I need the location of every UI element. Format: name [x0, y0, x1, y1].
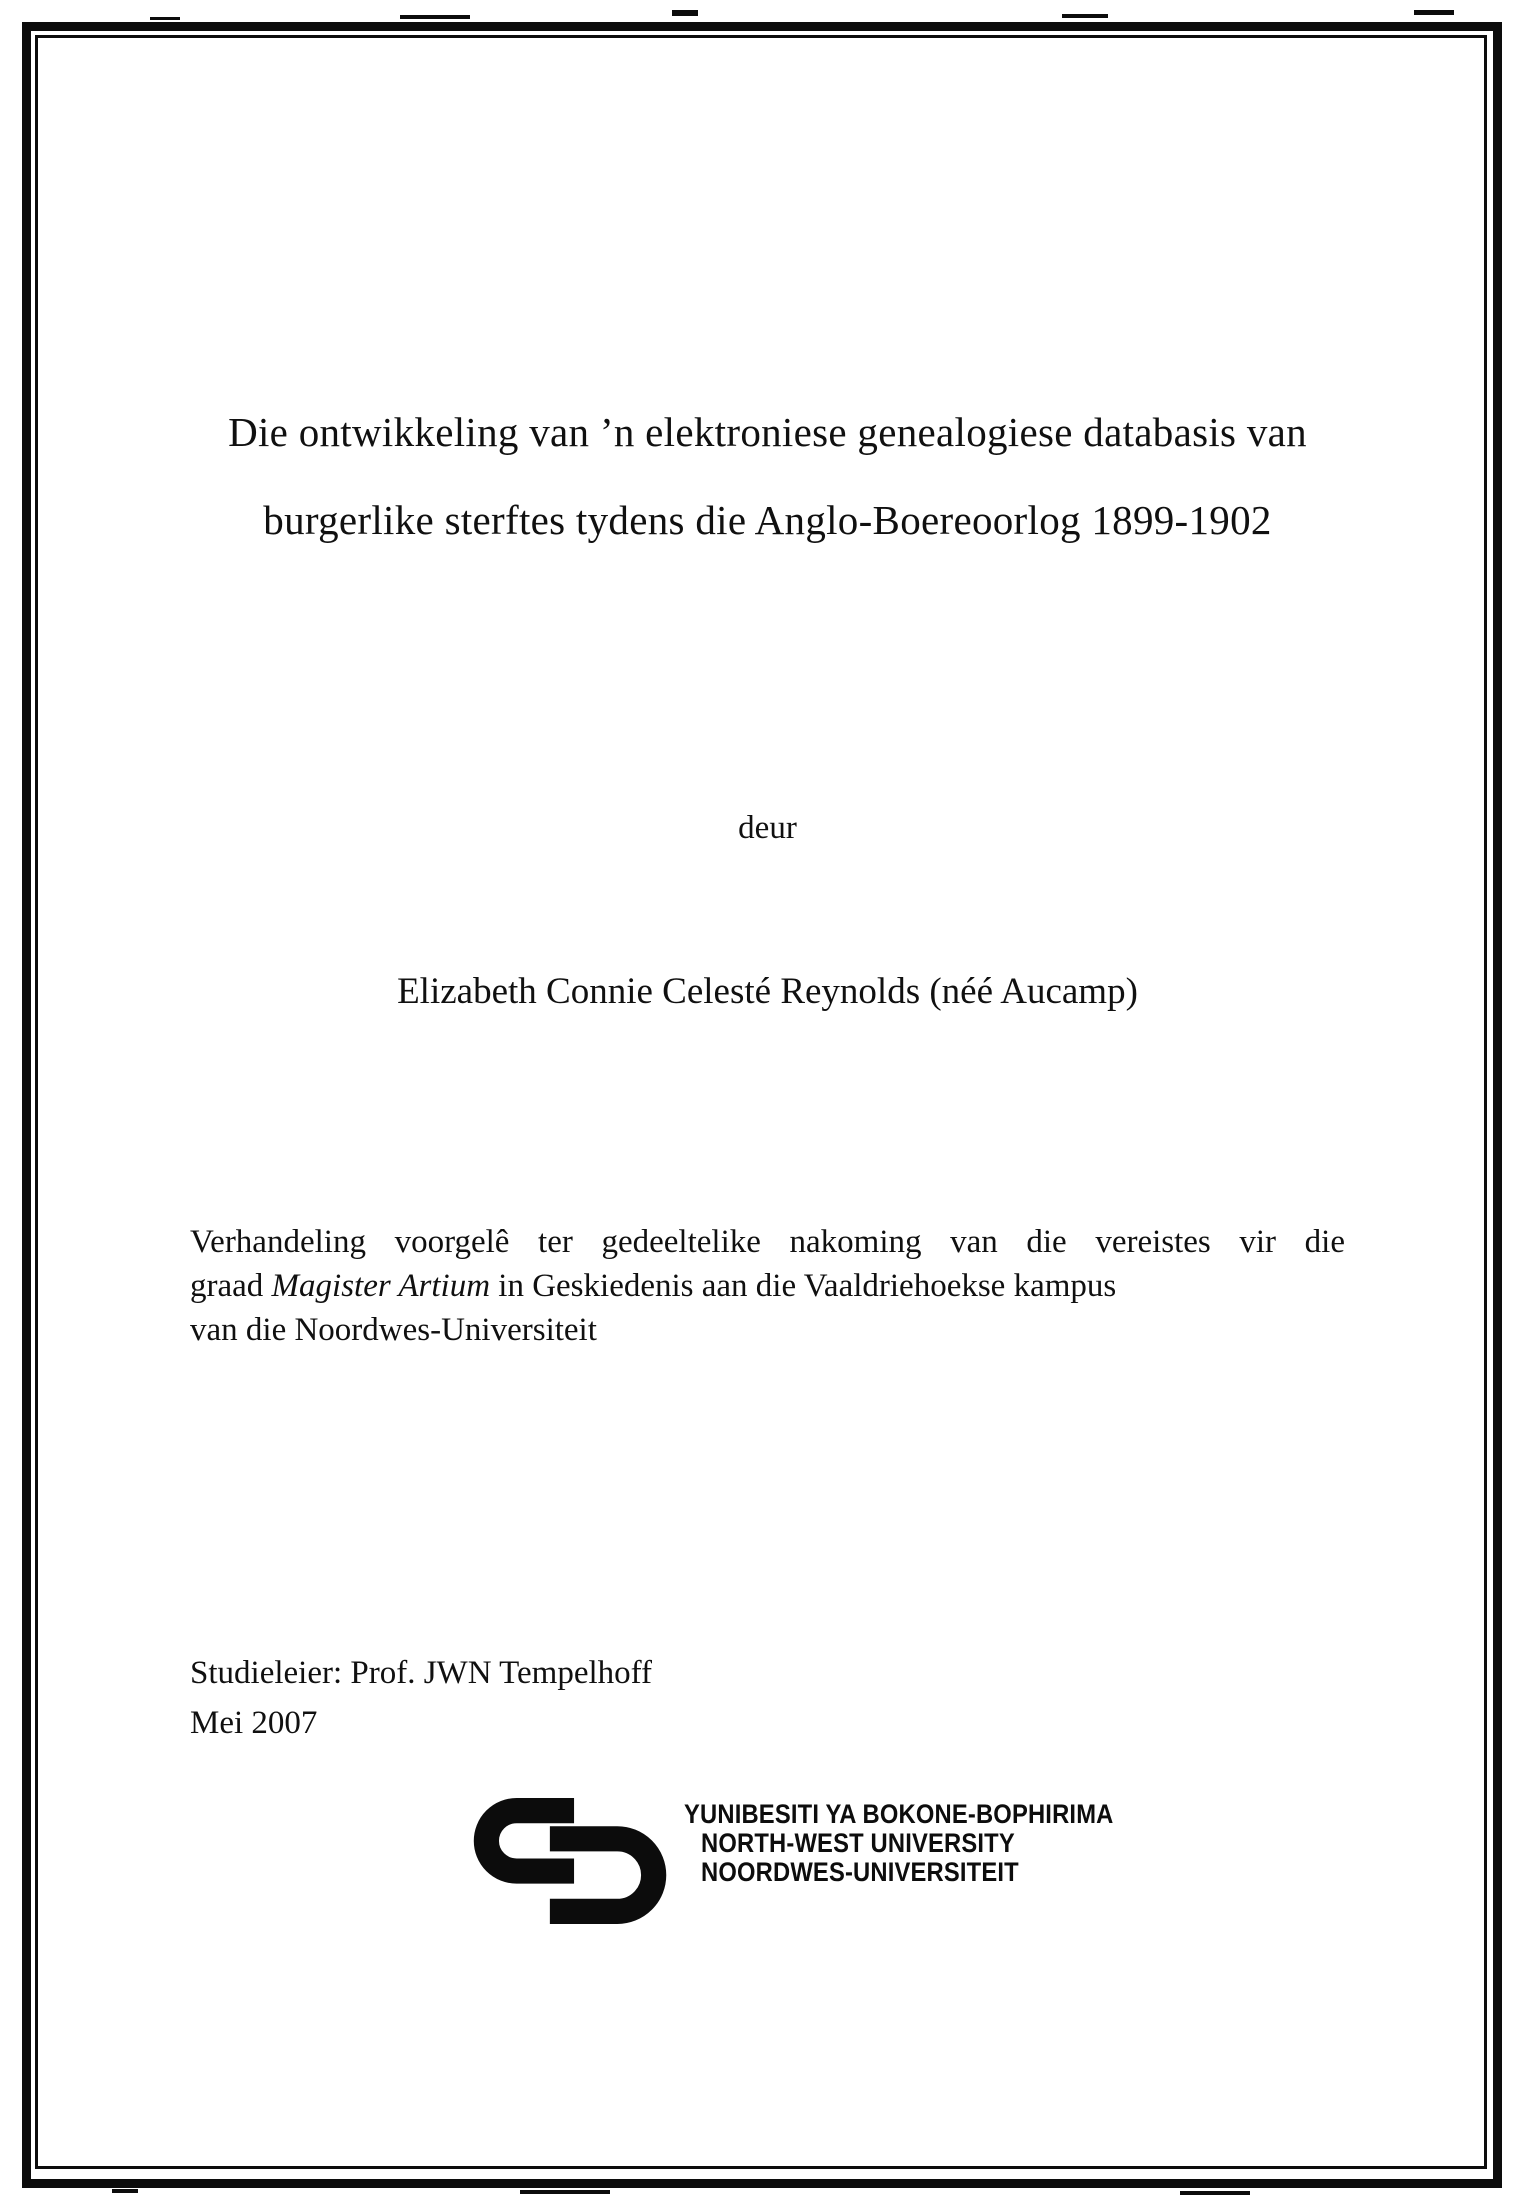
scan-artifact: [400, 15, 470, 19]
declaration-paragraph: [190, 1220, 1345, 1352]
declaration-line-2-post: in Geskiedenis aan die Vaaldriehoekse kampus: [490, 1268, 1117, 1304]
declaration-line-1: Verhandeling voorgelê ter gedeeltelike nakoming van die vereistes vir die: [190, 1224, 1345, 1260]
title-line-2: burgerlike sterftes tydens die Anglo-Boereoorlog 1899-1902: [263, 497, 1272, 543]
supervisor-block: [190, 1648, 1345, 1748]
title-line-1: Die ontwikkeling van ’n elektroniese genealogiese databasis van: [228, 409, 1307, 455]
scan-artifact: [1062, 14, 1108, 18]
date-line: Mei 2007: [190, 1705, 318, 1741]
scan-artifact: [672, 10, 698, 16]
author-name: Elizabeth Connie Celesté Reynolds (néé Aucamp): [397, 971, 1138, 1012]
declaration-line-2-pre: graad: [190, 1268, 272, 1304]
nwu-logo: [466, 1798, 1172, 1929]
magister-artium-degree: Magister Artium: [271, 1268, 491, 1304]
nwu-logo-text: [684, 1800, 1172, 1887]
scan-artifact: [1180, 2191, 1250, 2195]
declaration-line-3: van die Noordwes-Universiteit: [190, 1312, 597, 1348]
thesis-title: [190, 388, 1345, 564]
scan-artifact: [1414, 10, 1454, 15]
supervisor-line: Studieleier: Prof. JWN Tempelhoff: [190, 1655, 653, 1691]
nwu-logo-mark-icon: [466, 1798, 668, 1929]
logo-line-english: NORTH-WEST UNIVERSITY: [701, 1828, 1015, 1858]
byline-deur: deur: [738, 810, 797, 846]
declaration-line-2: [190, 1264, 1345, 1308]
logo-line-afrikaans: NOORDWES-UNIVERSITEIT: [701, 1857, 1019, 1887]
scan-artifact: [150, 17, 180, 20]
logo-line-setswana: YUNIBESITI YA BOKONE-BOPHIRIMA: [684, 1799, 1114, 1829]
scan-artifact: [520, 2190, 610, 2194]
scan-artifact: [112, 2189, 138, 2193]
